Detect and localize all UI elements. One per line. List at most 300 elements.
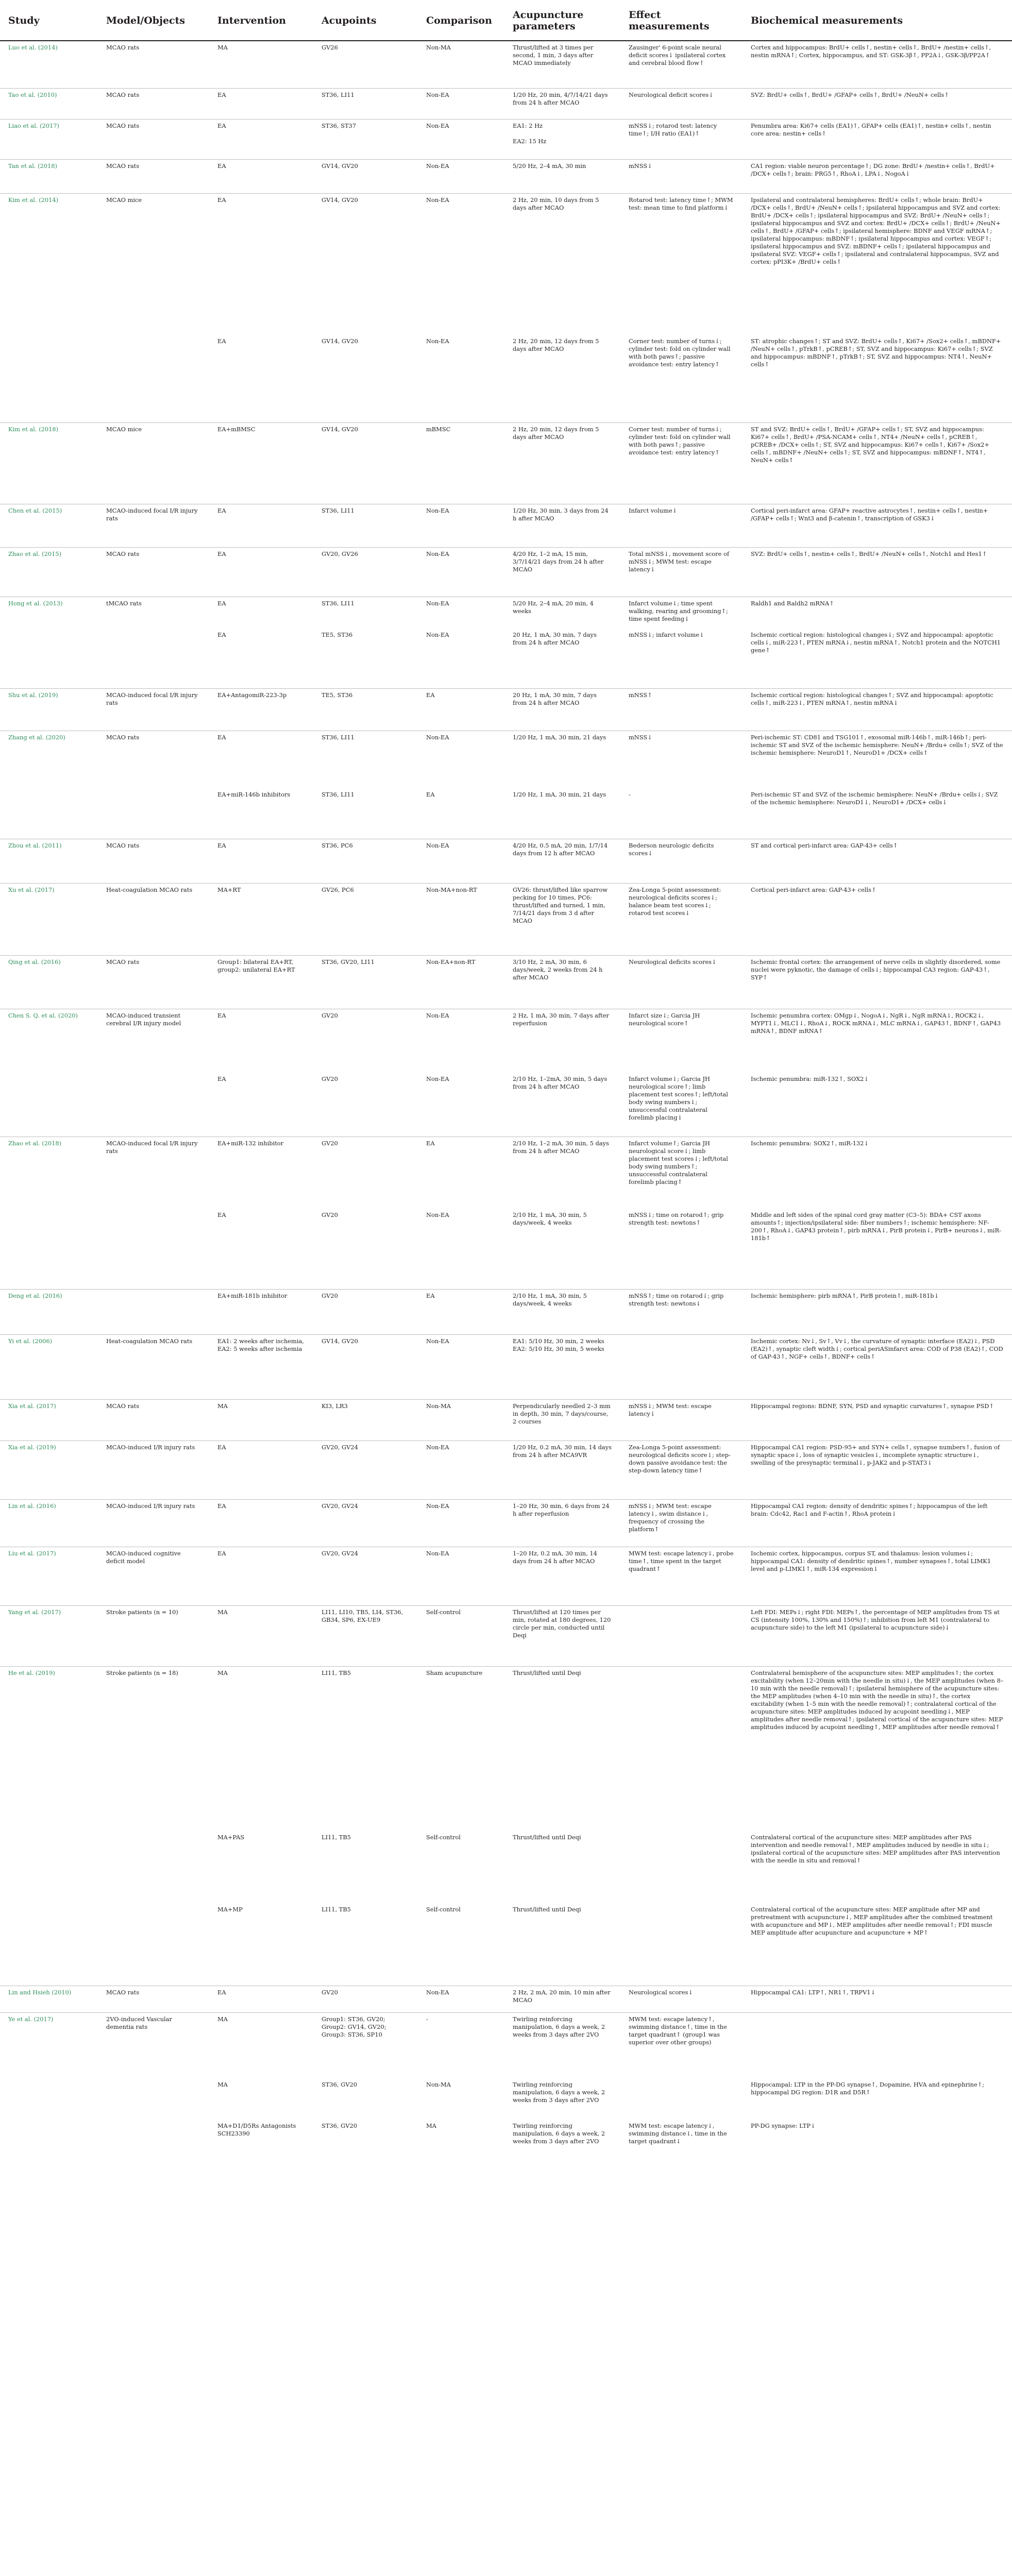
model-cell: MCAO mice: [98, 422, 209, 504]
model-cell: MCAO rats: [98, 88, 209, 119]
intervention-cell: MA: [209, 41, 313, 88]
biochem-cell: ST: atrophic changes↑; ST and SVZ: BrdU+ cells↑, Ki67+ /Sox2+ cells↑, mBDNF+ /NeuN+ cells↑, pTrkB↑, pCREB↑; ST, SVZ and hippocampus: Ki67+ cells↑; SVZ and hippocampus: mBDNF↑, pTrkB↑; ST, SVZ and hippocampus: NT4↑, NeuN+ cells↑: [751, 337, 1001, 368]
table-row: [0, 41, 1012, 88]
effect-cell: Rotarod test: latency time↑; MWM test: mean time to find platform↓: [620, 193, 743, 335]
model-cell: tMCAO rats: [98, 597, 209, 629]
intervention-cell: EA+miR-181b inhibitor: [209, 1289, 313, 1334]
effect-cell: mNSS↑: [620, 688, 743, 731]
effect-cell: mNSS↓; rotarod test: latency time↑; I/H ratio (EA1)↑: [620, 119, 743, 159]
effect-cell: MWM test: escape latency↓, probe time↑, time spent in the target quadrant↑: [620, 1547, 743, 1605]
biochem-cell: Cortical peri-infarct area: GFAP+ reactive astrocytes↑, nestin+ cells↑, nestin+ /GFAP+ cells↑; Wnt3 and β-catenin↑, transcription of GSK3↓: [743, 504, 1012, 547]
comparison-cell: Self-control: [418, 1605, 504, 1666]
intervention-cell: EA: [209, 839, 313, 883]
parameters-cell: 1/20 Hz, 1 mA, 30 min, 21 days: [504, 731, 620, 788]
model-cell: [98, 2120, 209, 2161]
biochem-cell: Ischemic penumbra: SOX2↑, miR-132↓: [743, 1137, 1012, 1209]
model-cell: [98, 1289, 209, 1334]
parameters-cell: Thrust/lifted until Deqi: [504, 1666, 620, 1831]
biochem-cell: PP-DG synapse: LTP↓: [751, 2122, 816, 2129]
study-cell[interactable]: Tan et al. (2018): [0, 159, 98, 193]
biochem-cell: Ischemic cortex, hippocampus, corpus ST, and thalamus: lesion volumes↓; hippocampal CA1: density of dendritic spines↑, number synapses↑, total LIMK1 level and p-LIMK1↑, miR-134 expression↓: [743, 1547, 1012, 1605]
effect-cell: Zea-Longa 5-point assessment: neurological deficits scores↓; balance beam test scores↓; rotarod test scores↓: [620, 883, 743, 955]
table-row: [0, 883, 1012, 955]
acupoints-cell: GV20, GV26: [313, 547, 418, 597]
parameters-cell: Twirling reinforcing manipulation, 6 days a week, 2 weeks from 3 days after 2VO: [513, 2122, 605, 2145]
table-row: [0, 88, 1012, 119]
comparison-cell: EA: [418, 1289, 504, 1334]
parameters-cell: Perpendicularly needled 2–3 mm in depth, 30 min, 7 days/course, 2 courses: [504, 1399, 620, 1440]
biochem-cell: Penumbra area: Ki67+ cells (EA1)↑, GFAP+ cells (EA1)↑, nestin+ cells↑, nestin core area: nestin+ cells↑: [743, 119, 1012, 159]
acupoints-cell: LI11, TB5: [313, 1666, 418, 1831]
parameters-cell: Thrust/lifted at 3 times per second, 1 min, 3 days after MCAO immediately: [504, 41, 620, 88]
model-cell: MCAO-induced I/R injury rats: [98, 1440, 209, 1499]
table-row: [0, 788, 1012, 839]
study-cell[interactable]: Luo et al. (2014): [0, 41, 98, 88]
study-cell[interactable]: Zhou et al. (2011): [0, 839, 98, 883]
acupoints-cell: Group1: ST36, GV20; Group2: GV14, GV20; Group3: ST36, SP10: [313, 2012, 418, 2078]
study-cell[interactable]: Hong et al. (2013): [0, 597, 98, 629]
biochem-cell: SVZ: BrdU+ cells↑, BrdU+ /GFAP+ cells↑, BrdU+ /NeuN+ cells↑: [743, 88, 1012, 119]
header-study: Study: [0, 0, 98, 41]
comparison-cell: Sham acupuncture: [418, 1666, 504, 1831]
effect-cell: Neurological deficit scores↓: [620, 88, 743, 119]
table-row: [0, 1399, 1012, 1440]
intervention-cell: EA+miR-146b inhibitors: [217, 791, 291, 798]
effect-cell: mNSS↓; MWM test: escape latency↓: [620, 1399, 743, 1440]
biochem-cell: [743, 2012, 1012, 2078]
biochem-cell: SVZ: BrdU+ cells↑, nestin+ cells↑, BrdU+ /NeuN+ cells↑, Notch1 and Hes1↑: [743, 547, 1012, 597]
parameters-cell: 20 Hz, 1 mA, 30 min, 7 days from 24 h after MCAO: [513, 631, 597, 646]
table-row: [0, 688, 1012, 731]
table-row: [0, 422, 1012, 504]
comparison-cell: Self-control: [426, 1906, 461, 1913]
comparison-cell: MA: [426, 2122, 436, 2129]
biochem-cell: Ischemic penumbra cortex: OMgp↓, NogoA↓, NgR↓, NgR mRNA↓, ROCK2↓, MYPT1↓, MLC1↓, RhoA↓, ROCK mRNA↓, MLC mRNA↓, GAP43↑, BDNF↑, GAP43 mRNA↑, BDNF mRNA↑: [743, 1009, 1012, 1073]
study-cell[interactable]: Lin and Hsieh (2010): [0, 1986, 98, 2012]
effect-cell: Infarct volume↓; time spent walking, rearing and grooming↑; time spent feeding↓: [620, 597, 743, 629]
acupoints-cell: GV14, GV20: [313, 193, 418, 335]
acupoints-cell: GV20: [322, 1075, 338, 1082]
study-cell[interactable]: Zhao et al. (2018): [0, 1137, 98, 1209]
study-cell: [0, 2078, 98, 2120]
study-cell[interactable]: Liu et al. (2017): [0, 1547, 98, 1605]
study-cell[interactable]: Yang et al. (2017): [0, 1605, 98, 1666]
acupoints-cell: ST36, GV20, LI11: [313, 955, 418, 1009]
biochem-cell: Peri-ischemic ST and SVZ of the ischemic hemisphere: NeuN+ /Brdu+ cells↓; SVZ of the ischemic hemisphere: NeuroD1↓, NeuroD1+ /DCX+ cells↓: [751, 791, 998, 806]
table-row: [0, 1440, 1012, 1499]
biochem-cell: Ischemic cortical region: histological changes↑; SVZ and hippocampal: apoptotic cells↑, miR-223↓, PTEN mRNA↑, nestin mRNA↓: [743, 688, 1012, 731]
parameters-cell: 1–20 Hz, 0.2 mA, 30 min, 14 days from 24 h after MCAO: [504, 1547, 620, 1605]
biochem-cell: Ischemic penumbra: miR-132↑, SOX2↓: [751, 1075, 869, 1082]
comparison-cell: EA: [418, 688, 504, 731]
study-cell[interactable]: Yi et al. (2006): [0, 1334, 98, 1399]
intervention-cell: EA: [209, 193, 313, 335]
study-cell: [0, 1831, 98, 1903]
biochem-cell: Ischemic hemisphere: pirb mRNA↑, PirB protein↑, miR-181b↓: [743, 1289, 1012, 1334]
table-row: [0, 1137, 1012, 1209]
model-cell: MCAO-induced cognitive deficit model: [98, 1547, 209, 1605]
table-row: [0, 1289, 1012, 1334]
biochem-cell: Left FDI: MEPs↓; right FDI: MEPs↑, the percentage of MEP amplitudes from TS at CS (intensity 100%, 130% and 150%)↑; inhibition from left M1 (contralateral to acupuncture side) to the left M1 (ipsilateral to acupuncture side)↓: [743, 1605, 1012, 1666]
acupoints-cell: GV20: [313, 1009, 418, 1073]
model-cell: Heat-coagulation MCAO rats: [98, 883, 209, 955]
comparison-cell: Non-EA: [418, 1334, 504, 1399]
study-cell: [0, 1073, 98, 1137]
study-cell[interactable]: Zhao et al. (2015): [0, 547, 98, 597]
table-row: [0, 2120, 1012, 2161]
effect-cell: MWM test: escape latency↑, swimming distance↑, time in the target quadrant↑ (group1 was superior over other groups): [620, 2012, 743, 2078]
effect-cell: mNSS↓: [620, 159, 743, 193]
biochem-cell: Hippocampal: LTP in the PP-DG synapse↑, Dopamine, HVA and epinephrine↑; hippocampal DG region: D1R and D5R↑: [751, 2081, 985, 2096]
intervention-cell: EA: [209, 731, 313, 788]
model-cell: MCAO rats: [98, 731, 209, 788]
header-parameters: Acupuncture parameters: [504, 0, 620, 41]
biochem-cell: Ipsilateral and contralateral hemispheres: BrdU+ cells↑; whole brain: BrdU+ /DCX+ cells↑, BrdU+ /NeuN+ cells↑; ipsilateral hippocampus and SVZ and cortex: BrdU+ /DCX+ cells↑; ipsilateral hippocampus and SVZ: BrdU+ /NeuN+ cells↑; ipsilateral hippocampus and SVZ and cortex: BrdU+ /DCX+ cells↑; BrdU+ /NeuN+ cells↑, BrdU+ /GFAP+ cells↑; ipsilateral hemisphere: BDNF and VEGF mRNA↑; ipsilateral hippocampus: mBDNF↑; ipsilateral hippocampus and cortex: VEGF↑; ipsilateral hippocampus and SVZ: mBDNF+ cells↑; ipsilateral hippocampus and ipsilateral SVZ: VEGF+ cells↑; ipsilateral and contralateral hippocampus, SVZ and cortex: pPI3K+ /BrdU+ cells↑: [743, 193, 1012, 335]
study-cell[interactable]: Chen et al. (2015): [0, 504, 98, 547]
effect-cell: Infarct volume↓; Garcia JH neurological score↑; limb placement test scores↑; left/total body swing numbers↓; unsuccessful contralateral forelimb placing↓: [629, 1075, 728, 1121]
table-header-row: [0, 0, 1012, 41]
acupoints-cell: GV14, GV20: [313, 159, 418, 193]
parameters-cell: GV26: thrust/lifted like sparrow pecking for 10 times, PC6: thrust/lifted and turned, 1 min, 7/14/21 days from 3 d after MCAO: [504, 883, 620, 955]
intervention-cell: Group1: bilateral EA+RT, group2: unilateral EA+RT: [209, 955, 313, 1009]
study-cell[interactable]: Ye et al. (2017): [0, 2012, 98, 2078]
acupoints-cell: GV20, GV24: [313, 1547, 418, 1605]
biochem-cell: Contralateral cortical of the acupuncture sites: MEP amplitudes after PAS intervention and needle removal↑, MEP amplitudes induced by needle in situ↓; ipsilateral cortical of the acupuncture sites: MEP amplitudes after PAS intervention with the needle in situ and removal↑: [751, 1834, 1000, 1864]
acupoints-cell: KI3, LR3: [313, 1399, 418, 1440]
study-cell[interactable]: Kim et al. (2014): [0, 193, 98, 335]
model-cell: MCAO-induced focal I/R injury rats: [98, 688, 209, 731]
intervention-cell: EA: [217, 337, 226, 345]
comparison-cell: Non-EA: [418, 1547, 504, 1605]
study-cell: [0, 1209, 98, 1289]
intervention-cell: MA: [209, 1399, 313, 1440]
intervention-cell: EA: [209, 1440, 313, 1499]
biochem-cell: Hippocampal regions: BDNF, SYN, PSD and synaptic curvatures↑, synapse PSD↑: [743, 1399, 1012, 1440]
parameters-cell: 20 Hz, 1 mA, 30 min, 7 days from 24 h after MCAO: [504, 688, 620, 731]
parameters-cell: 5/20 Hz, 2–4 mA, 30 min: [504, 159, 620, 193]
comparison-cell: Non-EA: [426, 631, 449, 638]
comparison-cell: Non-EA+non-RT: [418, 955, 504, 1009]
biochem-cell: Middle and left sides of the spinal cord gray matter (C3–5): BDA+ CST axons amounts↑; injection/ipsilateral side: fiber numbers↑; ischemic hemisphere: NF-200↑, RhoA↓, GAP43 protein↑, pirb mRNA↓, PirB protein↓, PirB+ neurons↓, miR-181b↑: [751, 1211, 1001, 1242]
biochem-cell: Hippocampal CA1 region: PSD-95+ and SYN+ cells↑, synapse numbers↑, fusion of synaptic space↓, loss of synaptic vesicles↓, incomplete synaptic structure↓, swelling of the presynaptic terminal↓, p-JAK2 and p-STAT3↓: [743, 1440, 1012, 1499]
table-row: [0, 1009, 1012, 1073]
header-model: Model/Objects: [98, 0, 209, 41]
comparison-cell: Non-EA: [418, 1499, 504, 1547]
header-biochem: Biochemical measurements: [743, 0, 1012, 41]
parameters-cell: 2/10 Hz, 1 mA, 30 min, 5 days/week, 4 weeks: [504, 1289, 620, 1334]
model-cell: MCAO rats: [98, 159, 209, 193]
study-cell[interactable]: Xia et al. (2017): [0, 1399, 98, 1440]
biochem-cell: ST and SVZ: BrdU+ cells↑, BrdU+ /GFAP+ cells↑; ST, SVZ and hippocampus: Ki67+ cells↑, BrdU+ /PSA-NCAM+ cells↑, NT4+ /NeuN+ cells↑, pCREB↑, pCREB+ /DCX+ cells↑; ST, SVZ and hippocampus: Ki67+ cells↑, Ki67+ /Sox2+ cells↑, mBDNF+ /NeuN+ cells↑; ST, SVZ and hippocampus: mBDNF↑, NT4↑, NeuN+ cells↑: [743, 422, 1012, 504]
parameters-cell: 1/20 Hz, 20 min, 4/7/14/21 days from 24 h after MCAO: [504, 88, 620, 119]
acupoints-cell: GV20, GV24: [313, 1499, 418, 1547]
table-row: [0, 2012, 1012, 2078]
parameters-cell: 2 Hz, 20 min, 12 days from 5 days after MCAO: [504, 422, 620, 504]
model-cell: [98, 2078, 209, 2120]
study-cell: [0, 1903, 98, 1986]
study-cell[interactable]: Tao et al. (2010): [0, 88, 98, 119]
comparison-cell: Non-EA: [418, 839, 504, 883]
biochem-cell: Hippocampal CA1 region: density of dendritic spines↑; hippocampus of the left brain: Cdc42, Rac1 and F-actin↑, RhoA protein↓: [743, 1499, 1012, 1547]
parameters-cell: Twirling reinforcing manipulation, 6 days a week, 2 weeks from 3 days after 2VO: [513, 2081, 605, 2104]
header-effect: Effect measurements: [620, 0, 743, 41]
model-cell: MCAO-induced focal I/R injury rats: [98, 1137, 209, 1209]
table-row: [0, 547, 1012, 597]
acupoints-cell: GV20: [313, 1289, 418, 1334]
effect-cell: [620, 1605, 743, 1666]
parameters-cell: Thrust/lifted until Deqi: [513, 1906, 581, 1913]
biochem-cell: Cortex and hippocampus: BrdU+ cells↑, nestin+ cells↑, BrdU+ /nestin+ cells↑, nestin mRNA↑; Cortex, hippocampus, and ST: GSK-3β↑, PP2A↓, GSK-3β/PP2A↑: [743, 41, 1012, 88]
intervention-cell: EA: [209, 1547, 313, 1605]
model-cell: MCAO rats: [98, 547, 209, 597]
parameters-cell: 2 Hz, 20 min, 10 days from 5 days after MCAO: [504, 193, 620, 335]
intervention-cell: MA: [209, 2012, 313, 2078]
model-cell: MCAO-induced transient cerebral I/R injury model: [98, 1009, 209, 1073]
effect-cell: Bederson neurologic deficits scores↓: [620, 839, 743, 883]
acupoints-cell: ST36, LI11: [322, 791, 355, 798]
acupoints-cell: ST36, LI11: [313, 88, 418, 119]
acupoints-cell: GV26: [313, 41, 418, 88]
study-cell: [0, 2120, 98, 2161]
model-cell: MCAO rats: [98, 119, 209, 159]
biochem-cell: Contralateral hemisphere of the acupuncture sites: MEP amplitudes↑; the cortex excitability (when 12–20min with the needle in situ)↓, the MEP amplitudes (when 8–10 min with the needle removal)↑; ipsilateral hemisphere of the acupuncture sites: the MEP amplitudes (when 4–10 min with the needle in situ)↑, the cortex excitability (when 1–5 min with the needle removal)↑; contralateral cortical of the acupuncture sites: MEP amplitudes induced by acupoint needling↓, MEP amplitudes after needle removal↑; ipsilateral cortical of the acupuncture sites: MEP amplitudes induced by acupoint needling↑, MEP amplitudes after needle removal↑: [743, 1666, 1012, 1831]
table-body: [0, 41, 1012, 2161]
parameters-cell: 4/20 Hz, 1–2 mA, 15 min, 3/7/14/21 days from 24 h after MCAO: [504, 547, 620, 597]
acupoints-cell: ST36, GV20: [322, 2081, 357, 2088]
parameters-cell: EA1: 5/10 Hz, 30 min, 2 weeks EA2: 5/10 Hz, 30 min, 5 weeks: [504, 1334, 620, 1399]
effect-cell: Corner test: number of turns↓; cylinder test: fold on cylinder wall with both paws↑; passive avoidance test: entry latency↑: [620, 422, 743, 504]
table-row: [0, 193, 1012, 335]
acupoints-cell: ST36, LI11: [313, 504, 418, 547]
effect-cell: MWM test: escape latency↓, swimming distance↓, time in the target quadrant↓: [629, 2122, 727, 2145]
acupoints-cell: GV14, GV20: [313, 422, 418, 504]
model-cell: [98, 1073, 209, 1137]
model-cell: [98, 1209, 209, 1289]
intervention-cell: MA+PAS: [217, 1834, 245, 1841]
parameters-cell: 1/20 Hz, 30 min, 3 days from 24 h after MCAO: [504, 504, 620, 547]
parameters-cell: 1/20 Hz, 0.2 mA, 30 min, 14 days from 24 h after MCA9VR: [504, 1440, 620, 1499]
study-cell[interactable]: Lin et al. (2016): [0, 1499, 98, 1547]
study-cell[interactable]: Shu et al. (2019): [0, 688, 98, 731]
parameters-cell: Thrust/lifted at 120 times per min, rotated at 180 degrees, 120 circle per min, conducted until Deqi: [504, 1605, 620, 1666]
effect-cell: Total mNSS↓, movement score of mNSS↓; MWM test: escape latency↓: [620, 547, 743, 597]
effect-cell: [620, 1666, 743, 1831]
comparison-cell: Non-EA: [418, 193, 504, 335]
table-row: [0, 335, 1012, 422]
comparison-cell: Non-EA: [426, 1075, 449, 1082]
model-cell: Heat-coagulation MCAO rats: [98, 1334, 209, 1399]
acupoints-cell: ST36, GV20: [322, 2122, 357, 2129]
comparison-cell: Non-MA: [418, 41, 504, 88]
intervention-cell: EA: [217, 631, 226, 638]
intervention-cell: EA: [209, 597, 313, 629]
study-cell[interactable]: Deng et al. (2016): [0, 1289, 98, 1334]
parameters-cell: 1–20 Hz, 30 min, 6 days from 24 h after reperfusion: [504, 1499, 620, 1547]
acupoints-cell: GV14, GV20: [313, 1334, 418, 1399]
comparison-cell: Non-EA: [418, 159, 504, 193]
model-cell: MCAO rats: [98, 1399, 209, 1440]
parameters-cell: 4/20 Hz, 0.5 mA, 20 min, 1/7/14 days from 12 h after MCAO: [504, 839, 620, 883]
model-cell: MCAO rats: [98, 955, 209, 1009]
intervention-cell: EA: [209, 504, 313, 547]
comparison-cell: Non-EA: [426, 337, 449, 345]
comparison-cell: Self-control: [426, 1834, 461, 1841]
parameters-cell: 2 Hz, 1 mA, 30 min, 7 days after reperfusion: [504, 1009, 620, 1073]
parameters-cell: EA1: 2 Hz EA2: 15 Hz: [504, 119, 620, 159]
acupoints-cell: ST36, PC6: [313, 839, 418, 883]
effect-cell: [620, 2078, 743, 2120]
intervention-cell: MA: [209, 1666, 313, 1831]
comparison-cell: EA: [418, 1137, 504, 1209]
comparison-cell: Non-EA: [418, 597, 504, 629]
acupoints-cell: GV20: [313, 1986, 418, 2012]
model-cell: Stroke patients (n = 10): [98, 1605, 209, 1666]
table-row: [0, 2078, 1012, 2120]
effect-cell: Infarct size↓; Garcia JH neurological score↑: [620, 1009, 743, 1073]
model-cell: 2VO-induced Vascular dementia rats: [98, 2012, 209, 2078]
model-cell: [98, 788, 209, 839]
study-cell: [0, 629, 98, 688]
effect-cell: mNSS↓; MWM test: escape latency↓, swim distance↓, frequency of crossing the platform↑: [620, 1499, 743, 1547]
table-row: [0, 839, 1012, 883]
acupoints-cell: GV20: [322, 1211, 338, 1218]
model-cell: [98, 1903, 209, 1986]
table-row: [0, 1073, 1012, 1137]
model-cell: MCAO mice: [98, 193, 209, 335]
model-cell: MCAO-induced I/R injury rats: [98, 1499, 209, 1547]
comparison-cell: mBMSC: [418, 422, 504, 504]
comparison-cell: Non-EA: [418, 547, 504, 597]
acupoints-cell: ST36, ST37: [313, 119, 418, 159]
table-row: [0, 1605, 1012, 1666]
comparison-cell: Non-EA: [418, 504, 504, 547]
model-cell: [98, 1831, 209, 1903]
study-cell[interactable]: Liao et al. (2017): [0, 119, 98, 159]
intervention-cell: MA: [217, 2081, 228, 2088]
intervention-cell: EA: [209, 547, 313, 597]
biochem-cell: CA1 region: viable neuron percentage↑; DG zone: BrdU+ /nestin+ cells↑, BrdU+ /DCX+ cells↑; brain: PRG5↑, RhoA↓, LPA↓, NogoA↓: [743, 159, 1012, 193]
biochem-cell: Peri-ischemic ST: CD81 and TSG101↑, exosomal miR-146b↑, miR-146b↑; peri-ischemic ST and SVZ of the ischemic hemisphere: NeuN+ /Brdu+ cells↑; SVZ of the ischemic hemisphere: NeuroD1↑, NeuroD1+ /DCX+ cells↑: [743, 731, 1012, 788]
table-row: [0, 629, 1012, 688]
biochem-cell: Contralateral cortical of the acupuncture sites: MEP amplitude after MP and pretreatment with acupuncture↓, MEP amplitudes after the combined treatment with acupuncture and MP↓, MEP amplitudes after needle removal↑; FDI muscle MEP amplitude after acupuncture and acupuncture + MP↑: [751, 1906, 993, 1936]
intervention-cell: EA: [209, 119, 313, 159]
header-comparison: Comparison: [418, 0, 504, 41]
biochem-cell: Ischemic cortex: Nv↓, Sv↑, Vv↓, the curvature of synaptic interface (EA2)↓, PSD (EA2)↑, synaptic cleft width↓; cortical periASinfarct area: COD of P38 (EA2)↑, COD of GAP-43↑, NGF+ cells↑, BDNF+ cells↑: [743, 1334, 1012, 1399]
acupoints-cell: LI11, TB5: [322, 1906, 351, 1913]
study-cell: [0, 335, 98, 422]
parameters-cell: Thrust/lifted until Deqi: [513, 1834, 581, 1841]
table-row: [0, 1666, 1012, 1831]
acupoints-cell: GV20: [313, 1137, 418, 1209]
intervention-cell: EA: [217, 1211, 226, 1218]
comparison-cell: Non-EA: [418, 119, 504, 159]
intervention-cell: EA: [209, 1499, 313, 1547]
table-row: [0, 955, 1012, 1009]
intervention-cell: EA: [209, 88, 313, 119]
parameters-cell: 2 Hz, 20 min, 12 days from 5 days after MCAO: [513, 337, 599, 352]
study-cell[interactable]: Xia et al. (2019): [0, 1440, 98, 1499]
biochem-cell: Hippocampal CA1: LTP↑, NR1↑, TRPV1↓: [743, 1986, 1012, 2012]
table-row: [0, 597, 1012, 629]
table-row: [0, 731, 1012, 788]
intervention-cell: MA+MP: [217, 1906, 243, 1913]
biochem-cell: ST and cortical peri-infarct area: GAP-43+ cells↑: [743, 839, 1012, 883]
study-cell[interactable]: Xu et al. (2017): [0, 883, 98, 955]
study-cell[interactable]: Chen S. Q. et al. (2020): [0, 1009, 98, 1073]
table-row: [0, 1547, 1012, 1605]
intervention-cell: EA1: 2 weeks after ischemia, EA2: 5 weeks after ischemia: [209, 1334, 313, 1399]
acupoints-cell: TE5, ST36: [313, 688, 418, 731]
effect-cell: [620, 1334, 743, 1399]
intervention-cell: EA: [217, 1075, 226, 1082]
effect-cell: Neurological scores↓: [620, 1986, 743, 2012]
study-cell[interactable]: Zhang et al. (2020): [0, 731, 98, 788]
table-row: [0, 504, 1012, 547]
acupoints-cell: ST36, LI11: [313, 597, 418, 629]
parameters-cell: 5/20 Hz, 2–4 mA, 20 min, 4 weeks: [504, 597, 620, 629]
comparison-cell: Non-EA: [418, 731, 504, 788]
study-cell[interactable]: He et al. (2019): [0, 1666, 98, 1831]
biochem-cell: Raldh1 and Raldh2 mRNA↑: [743, 597, 1012, 629]
acupoints-cell: GV26, PC6: [313, 883, 418, 955]
biochem-cell: Cortical peri-infarct area: GAP-43+ cells↑: [743, 883, 1012, 955]
intervention-cell: EA: [209, 159, 313, 193]
comparison-cell: Non-EA: [418, 1440, 504, 1499]
parameters-cell: 1/20 Hz, 1 mA, 30 min, 21 days: [513, 791, 606, 798]
header-acupoints: Acupoints: [313, 0, 418, 41]
effect-cell: Zausinger' 6-point scale neural deficit scores↓ ipsilateral cortex and cerebral blood flow↑: [620, 41, 743, 88]
comparison-cell: Non-EA: [426, 1211, 449, 1218]
model-cell: MCAO-induced focal I/R injury rats: [98, 504, 209, 547]
table-row: [0, 1903, 1012, 1986]
effect-cell: mNSS↓; infarct volume↓: [629, 631, 704, 638]
parameters-cell: 2/10 Hz, 1–2mA, 30 min, 5 days from 24 h after MCAO: [513, 1075, 608, 1090]
acupoints-cell: GV14, GV20: [322, 337, 358, 345]
model-cell: [98, 629, 209, 688]
model-cell: Stroke patients (n = 18): [98, 1666, 209, 1831]
effect-cell: [620, 1903, 743, 1986]
effect-cell: Corner test: number of turns↓; cylinder test: fold on cylinder wall with both paws↑; passive avoidance test: entry latency↑: [629, 337, 731, 368]
study-cell[interactable]: Qing et al. (2016): [0, 955, 98, 1009]
effect-cell: Infarct volume↓: [620, 504, 743, 547]
parameters-cell: 3/10 Hz, 2 mA, 30 min, 6 days/week, 2 weeks from 24 h after MCAO: [504, 955, 620, 1009]
comparison-cell: EA: [426, 791, 435, 798]
table-row: [0, 119, 1012, 159]
parameters-cell: 2/10 Hz, 1 mA, 30 min, 5 days/week, 4 weeks: [513, 1211, 587, 1226]
intervention-cell: EA+AntagomiR-223-3p: [209, 688, 313, 731]
biochem-cell: Ischemic cortical region: histological changes↓; SVZ and hippocampal: apoptotic cells↓, miR-223↑, PTEN mRNA↓, nestin mRNA↑, Notch1 protein and the NOTCH1 gene↑: [751, 631, 1001, 654]
comparison-cell: Non-EA: [418, 1009, 504, 1073]
table-row: [0, 1986, 1012, 2012]
effect-cell: mNSS↓: [620, 731, 743, 788]
effect-cell: -: [629, 791, 631, 798]
table-row: [0, 1209, 1012, 1289]
parameters-cell: 2 Hz, 2 mA, 20 min, 10 min after MCAO: [504, 1986, 620, 2012]
acupoints-cell: GV20, GV24: [313, 1440, 418, 1499]
effect-cell: Neurological deficits scores↓: [620, 955, 743, 1009]
acupoints-cell: TE5, ST36: [322, 631, 353, 638]
acupoints-cell: LI11, LI10, TB5, LI4, ST36, GB34, SP6, EX-UE9: [313, 1605, 418, 1666]
effect-cell: Infarct volume↑; Garcia JH neurological score↓; limb placement test scores↓; left/total body swing numbers↑; unsuccessful contralateral forelimb placing↑: [620, 1137, 743, 1209]
effect-cell: Zea-Longa 5-point assessment: neurological deficits score↓; step-down passive avoidance test: the step-down latency time↑: [620, 1440, 743, 1499]
intervention-cell: EA+mBMSC: [209, 422, 313, 504]
study-cell: [0, 788, 98, 839]
comparison-cell: Non-MA: [426, 2081, 451, 2088]
intervention-cell: MA+RT: [209, 883, 313, 955]
study-cell[interactable]: Kim et al. (2018): [0, 422, 98, 504]
table-row: [0, 1831, 1012, 1903]
table-row: [0, 1334, 1012, 1399]
